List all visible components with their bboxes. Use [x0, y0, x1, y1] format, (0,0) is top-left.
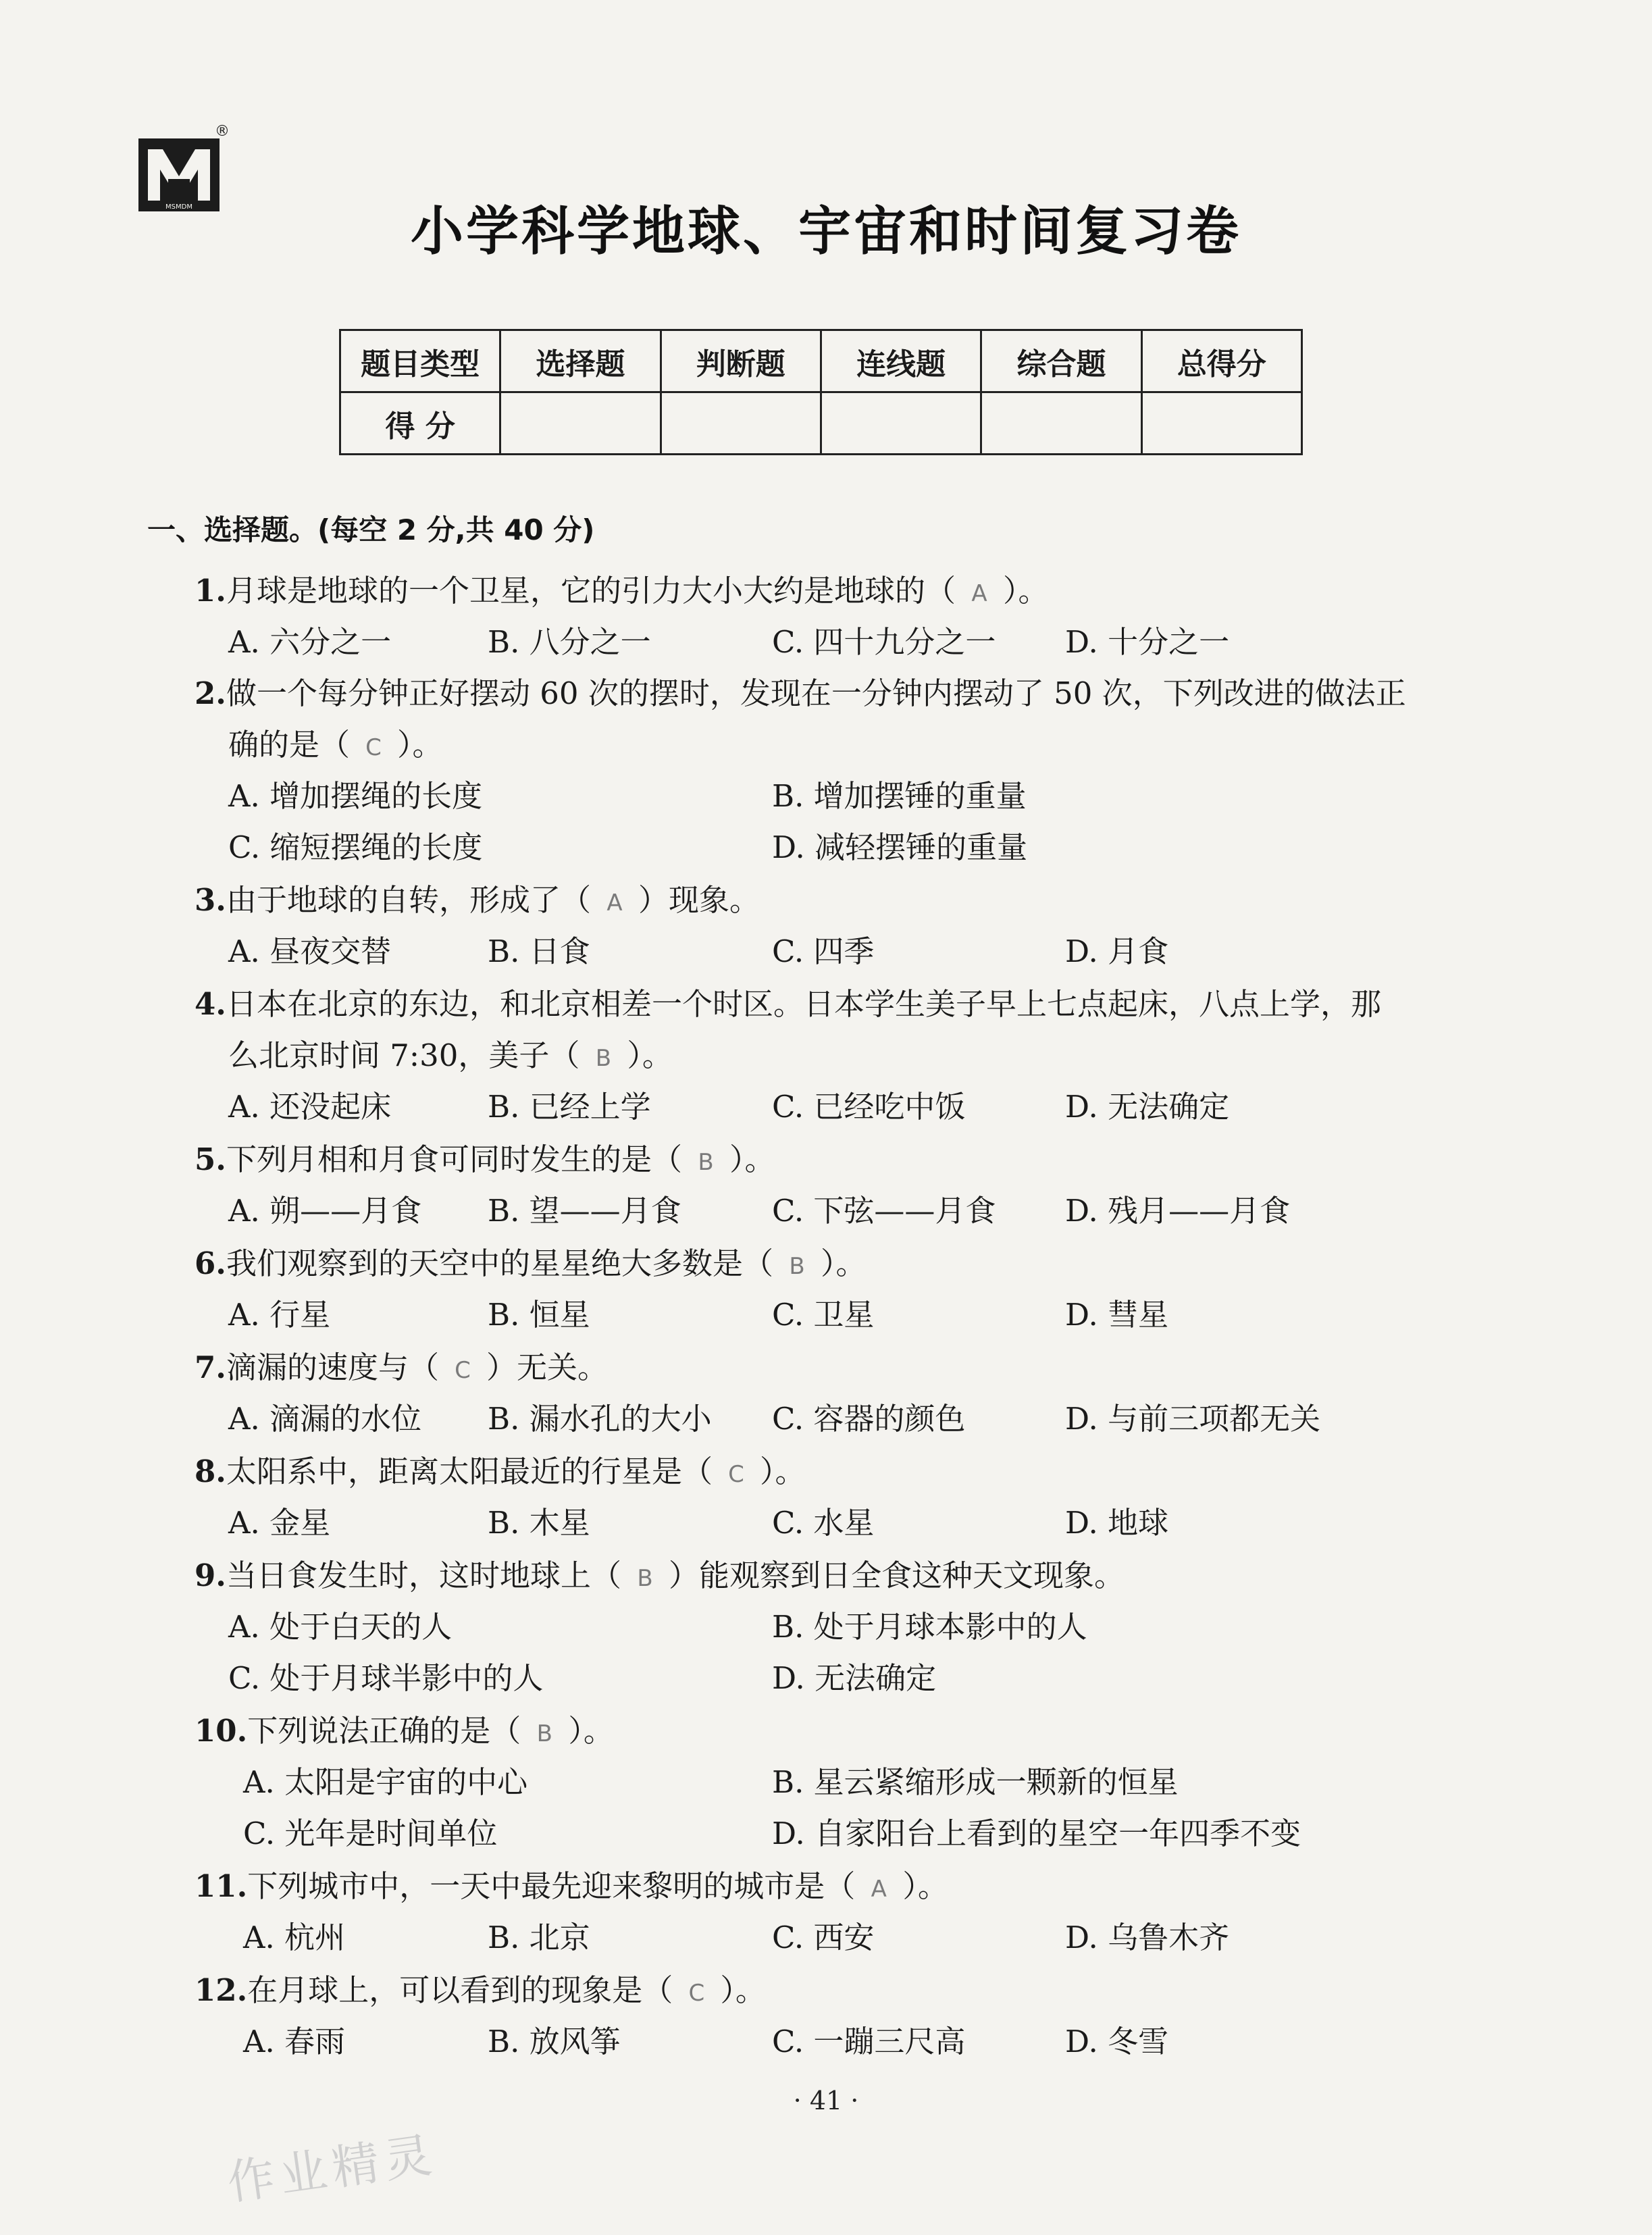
question-number: 11.: [195, 1868, 248, 1904]
option[interactable]: C. 四十九分之一: [772, 624, 996, 660]
option[interactable]: D. 乌鲁木齐: [1065, 1920, 1230, 1955]
logo-text: MSMDM: [165, 203, 192, 211]
registered-mark: ®: [215, 123, 230, 140]
question-number: 8.: [195, 1454, 226, 1489]
header-cell: 题目类型: [340, 330, 500, 392]
option[interactable]: C. 缩短摆绳的长度: [228, 829, 483, 865]
score-cell[interactable]: [500, 392, 661, 455]
question-number: 10.: [195, 1713, 248, 1749]
score-cell[interactable]: [661, 392, 821, 455]
option[interactable]: C. 卫星: [772, 1297, 875, 1333]
section-heading: 一、选择题。(每空 2 分,共 40 分): [147, 513, 595, 546]
option[interactable]: D. 无法确定: [772, 1660, 937, 1696]
option[interactable]: A. 行星: [228, 1297, 331, 1333]
score-table-header-row: [340, 330, 1302, 392]
score-cell[interactable]: [1141, 392, 1301, 455]
question-text: 由于地球的自转，形成了（: [226, 882, 591, 918]
option[interactable]: B. 星云紧缩形成一颗新的恒星: [772, 1764, 1179, 1800]
answer[interactable]: C: [455, 1357, 471, 1384]
question-text-end: ）。: [902, 1868, 948, 1904]
question-text: 下列说法正确的是（: [247, 1713, 521, 1749]
question-number: 1.: [195, 573, 226, 609]
option[interactable]: D. 地球: [1065, 1505, 1169, 1541]
option[interactable]: D. 残月——月食: [1065, 1193, 1291, 1229]
option[interactable]: A. 杭州: [243, 1920, 346, 1955]
question-text: 做一个每分钟正好摆动 60 次的摆时，发现在一分钟内摆动了 50 次，下列改进的做法正: [226, 675, 1406, 711]
question-text-end: ）。: [1003, 573, 1049, 609]
option[interactable]: A. 朔——月食: [228, 1193, 422, 1229]
answer[interactable]: B: [536, 1720, 552, 1747]
question-text-end: ）。: [397, 727, 443, 763]
option[interactable]: A. 六分之一: [228, 624, 392, 660]
question-5: [195, 1135, 775, 1179]
watermark: 作业精灵: [224, 2126, 440, 2211]
option[interactable]: B. 漏水孔的大小: [488, 1401, 712, 1437]
option[interactable]: C. 容器的颜色: [772, 1401, 966, 1437]
option[interactable]: C. 一蹦三尺高: [772, 2024, 966, 2059]
header-cell: 选择题: [500, 330, 661, 392]
question-text: 滴漏的速度与（: [226, 1350, 439, 1385]
option[interactable]: D. 减轻摆锤的重量: [772, 829, 1028, 865]
score-cell[interactable]: [821, 392, 981, 455]
option[interactable]: C. 已经吃中饭: [772, 1089, 966, 1125]
option[interactable]: C. 光年是时间单位: [243, 1816, 498, 1851]
question-12: [195, 1966, 766, 2009]
question-3: [195, 875, 760, 919]
option[interactable]: B. 放风筝: [488, 2024, 621, 2059]
question-number: 6.: [195, 1245, 226, 1281]
answer[interactable]: C: [728, 1461, 744, 1488]
option[interactable]: B. 已经上学: [488, 1089, 651, 1125]
page-title: 小学科学地球、宇宙和时间复习卷: [410, 201, 1241, 262]
answer[interactable]: C: [365, 734, 382, 761]
question-text-end: ）无关。: [486, 1350, 609, 1385]
option[interactable]: D. 无法确定: [1065, 1089, 1230, 1125]
question-6: [195, 1239, 867, 1283]
option[interactable]: D. 彗星: [1065, 1297, 1169, 1333]
question-2: [195, 669, 1406, 713]
question-number: 9.: [195, 1558, 226, 1593]
score-table: [339, 329, 1303, 455]
question-text-end: ）现象。: [638, 882, 760, 918]
question-text: 下列月相和月食可同时发生的是（: [226, 1141, 682, 1177]
question-1: [195, 566, 1049, 610]
answer[interactable]: B: [637, 1565, 653, 1592]
option[interactable]: D. 冬雪: [1065, 2024, 1169, 2059]
option[interactable]: C. 水星: [772, 1505, 875, 1541]
option[interactable]: B. 处于月球本影中的人: [772, 1609, 1087, 1645]
question-text-end: ）能观察到日全食这种天文现象。: [669, 1558, 1125, 1593]
option[interactable]: A. 滴漏的水位: [228, 1401, 422, 1437]
answer[interactable]: B: [789, 1253, 805, 1280]
option[interactable]: A. 太阳是宇宙的中心: [243, 1764, 528, 1800]
question-number: 2.: [195, 675, 226, 711]
option[interactable]: A. 还没起床: [228, 1089, 392, 1125]
question-text: 当日食发生时，这时地球上（: [226, 1558, 621, 1593]
option[interactable]: C. 西安: [772, 1920, 875, 1955]
answer[interactable]: A: [971, 580, 987, 607]
answer[interactable]: B: [698, 1149, 714, 1176]
question-text-end: ）。: [627, 1037, 673, 1073]
header-cell: 判断题: [661, 330, 821, 392]
question-number: 4.: [195, 986, 226, 1022]
option[interactable]: B. 望——月食: [488, 1193, 681, 1229]
answer[interactable]: B: [595, 1045, 612, 1072]
question-text: 么北京时间 7:30，美子（: [228, 1037, 580, 1073]
question-11: [195, 1861, 948, 1905]
question-4: [195, 979, 1381, 1023]
header-cell: 连线题: [821, 330, 981, 392]
page-number: · 41 ·: [793, 2086, 859, 2115]
question-7: [195, 1343, 608, 1387]
option[interactable]: B. 八分之一: [488, 624, 651, 660]
option[interactable]: A. 昼夜交替: [228, 933, 392, 969]
question-number: 7.: [195, 1350, 226, 1385]
option[interactable]: B. 恒星: [488, 1297, 590, 1333]
question-number: 3.: [195, 882, 226, 918]
option[interactable]: B. 增加摆锤的重量: [772, 778, 1027, 814]
answer[interactable]: C: [688, 1980, 705, 2007]
question-text-end: ）。: [568, 1713, 614, 1749]
question-text: 下列城市中，一天中最先迎来黎明的城市是（: [247, 1868, 856, 1904]
header-cell: 综合题: [981, 330, 1141, 392]
option[interactable]: D. 月食: [1065, 933, 1169, 969]
question-8: [195, 1447, 806, 1491]
score-cell[interactable]: [981, 392, 1141, 455]
answer[interactable]: A: [871, 1876, 887, 1903]
option[interactable]: C. 下弦——月食: [772, 1193, 996, 1229]
question-text: 日本在北京的东边，和北京相差一个时区。日本学生美子早上七点起床，八点上学，那: [226, 986, 1381, 1022]
question-text-end: ）。: [760, 1454, 806, 1489]
option[interactable]: D. 十分之一: [1065, 624, 1230, 660]
question-text: 在月球上，可以看到的现象是（: [247, 1972, 673, 2008]
option[interactable]: A. 处于白天的人: [228, 1609, 453, 1645]
question-10: [195, 1706, 614, 1750]
question-text: 太阳系中，距离太阳最近的行星是（: [226, 1454, 713, 1489]
question-9: [195, 1551, 1125, 1595]
option[interactable]: A. 金星: [228, 1505, 331, 1541]
question-text-end: ）。: [720, 1972, 766, 2008]
question-4-line-2: [228, 1031, 673, 1075]
question-text-end: ）。: [821, 1245, 867, 1281]
option[interactable]: D. 自家阳台上看到的星空一年四季不变: [772, 1816, 1301, 1851]
option[interactable]: D. 与前三项都无关: [1065, 1401, 1321, 1437]
question-number: 5.: [195, 1141, 226, 1177]
answer[interactable]: A: [606, 890, 623, 917]
option[interactable]: B. 木星: [488, 1505, 590, 1541]
header-cell: 总得分: [1141, 330, 1301, 392]
question-text: 确的是（: [228, 727, 351, 763]
score-table-score-row: [340, 392, 1302, 455]
question-text: 月球是地球的一个卫星，它的引力大小大约是地球的（: [226, 573, 956, 609]
question-2-line-2: [228, 720, 443, 764]
question-number: 12.: [195, 1972, 248, 2008]
question-text: 我们观察到的天空中的星星绝大多数是（: [226, 1245, 773, 1281]
option[interactable]: A. 春雨: [243, 2024, 346, 2059]
question-text-end: ）。: [729, 1141, 775, 1177]
option[interactable]: B. 日食: [488, 933, 590, 969]
option[interactable]: C. 处于月球半影中的人: [228, 1660, 544, 1696]
option[interactable]: C. 四季: [772, 933, 875, 969]
row-label: 得 分: [340, 392, 500, 455]
option[interactable]: B. 北京: [488, 1920, 590, 1955]
option[interactable]: A. 增加摆绳的长度: [228, 778, 483, 814]
